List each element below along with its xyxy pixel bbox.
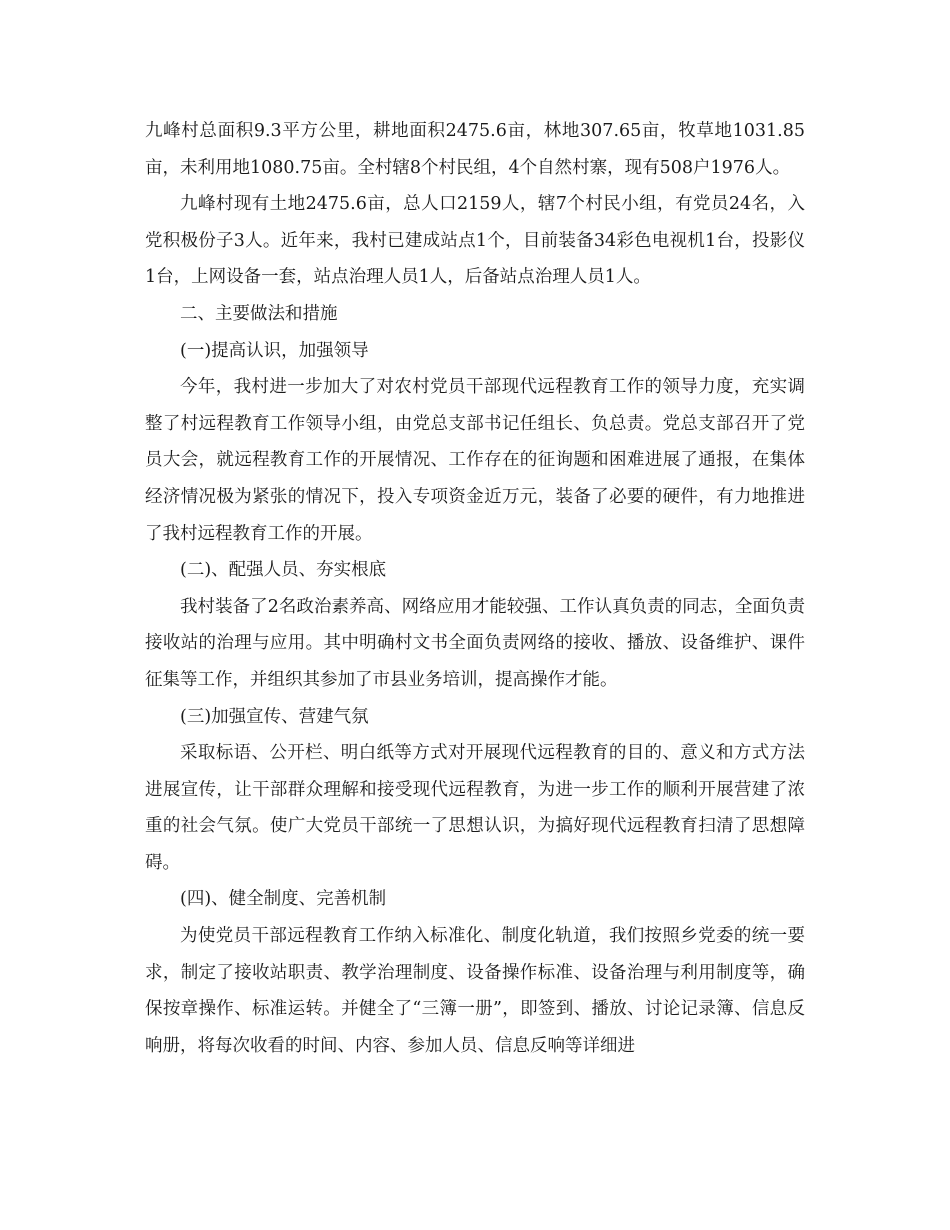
paragraph-systems: 为使党员干部远程教育工作纳入标准化、制度化轨道，我们按照乡党委的统一要求，制定了接收站职责、教学治理制度、设备操作标准、设备治理与利用制度等，确保按章操作、标准运转。并健全了“三簿一册”，即签到、播放、讨论记录簿、信息反响册，将每次收看的时间、内容、参加人员、信息反响等详细进 — [145, 926, 805, 1056]
section-heading-main-measures: 二、主要做法和措施 — [180, 303, 338, 324]
paragraph-area-summary: 九峰村总面积9.3平方公里，耕地面积2475.6亩，林地307.65亩，牧草地1031.85亩，未利用地1080.75亩。全村辖8个村民组，4个自然村寨，现有508户1976人。 — [145, 121, 805, 178]
paragraph-publicity: 采取标语、公开栏、明白纸等方式对开展现代远程教育的目的、意义和方式方法进展宣传，让干部群众理解和接受现代远程教育，为进一步工作的顺利开展营建了浓重的社会气氛。使广大党员干部统一了思想认识，为搞好现代远程教育扫清了思想障碍。 — [145, 743, 805, 873]
paragraph-staffing: 我村装备了2名政治素养高、网络应用才能较强、工作认真负责的同志，全面负责接收站的治理与应用。其中明确村文书全面负责网络的接收、播放、设备维护、课件征集等工作，并组织其参加了市县业务培训，提高操作才能。 — [145, 596, 805, 690]
subheading-systems: (四)、健全制度、完善机制 — [180, 889, 387, 910]
paragraph-village-overview: 九峰村现有土地2475.6亩，总人口2159人，辖7个村民小组，有党员24名，入党积极份子3人。近年来，我村已建成站点1个，目前装备34彩色电视机1台，投影仪1台，上网设备一套，站点治理人员1人，后备站点治理人员1人。 — [145, 194, 805, 288]
paragraph-leadership: 今年，我村进一步加大了对农村党员干部现代远程教育工作的领导力度，充实调整了村远程教育工作领导小组，由党总支部书记任组长、负总责。党总支部召开了党员大会，就远程教育工作的开展情况、工作存在的征询题和困难进展了通报，在集体经济情况极为紧张的情况下，投入专项资金近万元，装备了必要的硬件，有力地推进了我村远程教育工作的开展。 — [145, 377, 805, 544]
subheading-leadership: (一)提高认识，加强领导 — [180, 340, 369, 361]
subheading-publicity: (三)加强宣传、营建气氛 — [180, 706, 369, 727]
document-body — [145, 113, 805, 1064]
subheading-staffing: (二)、配强人员、夯实根底 — [180, 560, 387, 581]
